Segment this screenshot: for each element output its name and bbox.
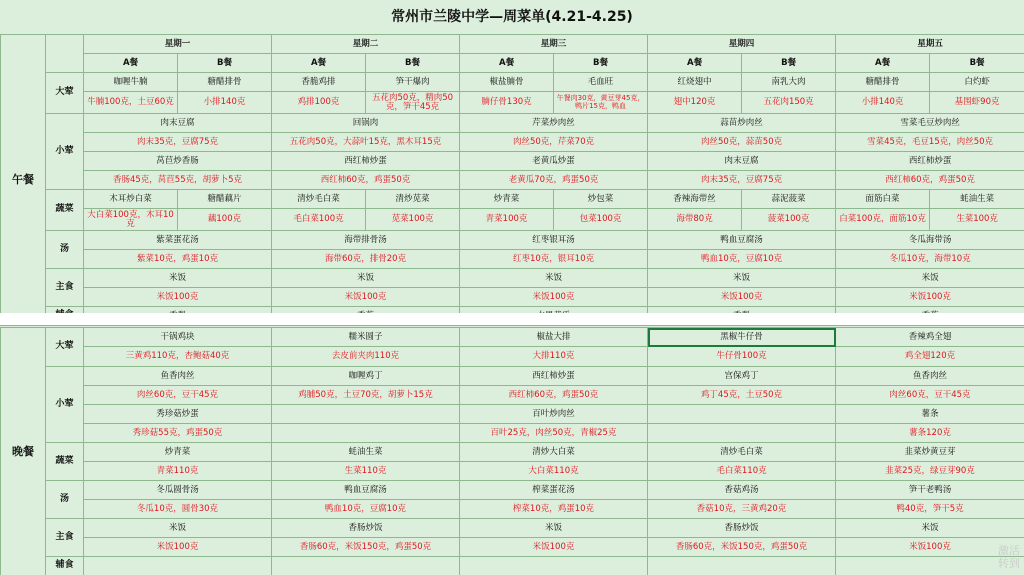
ingredient-cell[interactable]: 菠菜100克 xyxy=(742,209,836,231)
category-side: 小荤 xyxy=(46,367,84,443)
dish-cell[interactable]: 糖醋排骨 xyxy=(836,73,930,92)
ingredient-cell[interactable]: 鸭血10克，豆腐10克 xyxy=(272,500,460,519)
dish-cell[interactable]: 清炒毛白菜 xyxy=(272,190,366,209)
dish-cell[interactable]: 香辣鸡全翅 xyxy=(836,328,1024,347)
ingredient-cell[interactable]: 五花肉50克，精肉50克，笋干45克 xyxy=(366,92,460,114)
ingredient-cell[interactable]: 鸡排100克 xyxy=(272,92,366,114)
category-soup: 汤 xyxy=(46,481,84,519)
dish-cell[interactable]: 糖醋藕片 xyxy=(178,190,272,209)
dish-cell[interactable]: 清炒毛白菜 xyxy=(648,443,836,462)
dish-cell[interactable]: 笋干老鸭汤 xyxy=(836,481,1024,500)
ingredient-cell[interactable] xyxy=(272,424,460,443)
ingredient-cell[interactable]: 米饭100克 xyxy=(836,288,1024,307)
ingredient-cell[interactable]: 包菜100克 xyxy=(554,209,648,231)
dish-cell[interactable] xyxy=(460,557,648,575)
dish-cell[interactable]: 香肠炒饭 xyxy=(272,519,460,538)
ingredient-cell[interactable]: 紫菜10克，鸡蛋10克 xyxy=(84,250,272,269)
dish-cell[interactable]: 糯米圆子 xyxy=(272,328,460,347)
ingredient-cell[interactable]: 苋菜100克 xyxy=(366,209,460,231)
category-side: 小荤 xyxy=(46,114,84,190)
dish-cell[interactable]: 鸭血豆腐汤 xyxy=(272,481,460,500)
category-staple: 主食 xyxy=(46,519,84,557)
dish-cell[interactable]: 榨菜蛋花汤 xyxy=(460,481,648,500)
dish-cell[interactable]: 蚝油生菜 xyxy=(272,443,460,462)
dish-cell[interactable]: 百叶炒肉丝 xyxy=(460,405,648,424)
dish-cell[interactable]: 面筋白菜 xyxy=(836,190,930,209)
ingredient-cell[interactable]: 肉丝60克，豆干45克 xyxy=(836,386,1024,405)
category-extra: 辅食 xyxy=(46,557,84,575)
ingredient-cell[interactable]: 鸡全翅120克 xyxy=(836,347,1024,367)
dish-cell[interactable] xyxy=(272,557,460,575)
dish-cell[interactable]: 雪菜毛豆炒肉丝 xyxy=(836,114,1024,133)
ingredient-cell[interactable]: 秀珍菇55克，鸡蛋50克 xyxy=(84,424,272,443)
ingredient-cell[interactable]: 鸡丁45克，土豆50克 xyxy=(648,386,836,405)
dinner-label: 晚餐 xyxy=(1,328,46,575)
category-main: 大荤 xyxy=(46,328,84,367)
ingredient-cell[interactable]: 米饭100克 xyxy=(84,538,272,557)
corner-cell xyxy=(46,35,84,73)
ingredient-cell[interactable]: 青菜100克 xyxy=(460,209,554,231)
ingredient-cell[interactable]: 藕100克 xyxy=(178,209,272,231)
ingredient-cell[interactable]: 米饭100克 xyxy=(836,538,1024,557)
ingredient-cell[interactable]: 毛白菜110克 xyxy=(648,462,836,481)
dish-cell[interactable]: 炒青菜 xyxy=(460,190,554,209)
dish-cell[interactable]: 炒包菜 xyxy=(554,190,648,209)
ingredient-cell[interactable]: 五花肉150克 xyxy=(742,92,836,114)
ingredient-cell[interactable]: 肉末35克，豆腐75克 xyxy=(84,133,272,152)
activation-watermark xyxy=(998,544,1020,572)
ingredient-cell[interactable]: 百叶25克，肉丝50克，青椒25克 xyxy=(460,424,648,443)
ingredient-cell[interactable]: 午餐肉30克，黄豆芽45克，鸭片15克，鸭血 xyxy=(554,92,648,114)
dish-cell[interactable]: 薯条 xyxy=(836,405,1024,424)
dish-cell[interactable]: 冬瓜海带汤 xyxy=(836,231,1024,250)
dish-cell[interactable]: 秀珍菇炒蛋 xyxy=(84,405,272,424)
ingredient-cell[interactable]: 米饭100克 xyxy=(648,288,836,307)
dish-cell[interactable]: 鸭血豆腐汤 xyxy=(648,231,836,250)
dish-cell[interactable]: 清炒大白菜 xyxy=(460,443,648,462)
ingredient-cell[interactable]: 去皮前夹肉110克 xyxy=(272,347,460,367)
dish-cell[interactable] xyxy=(836,557,1024,575)
dish-cell[interactable]: 西红柿炒蛋 xyxy=(272,152,460,171)
dish-cell[interactable]: 红烧翅中 xyxy=(648,73,742,92)
dish-cell[interactable]: 米饭 xyxy=(460,269,648,288)
dish-cell[interactable]: 西红柿炒蛋 xyxy=(836,152,1024,171)
ingredient-cell[interactable]: 小排140克 xyxy=(178,92,272,114)
dish-cell[interactable]: 蚝油生菜 xyxy=(930,190,1024,209)
dish-cell[interactable]: 糖醋排骨 xyxy=(178,73,272,92)
dish-cell[interactable]: 椒盐大排 xyxy=(460,328,648,347)
day-header: 星期二 xyxy=(272,35,460,54)
ingredient-cell[interactable]: 青菜110克 xyxy=(84,462,272,481)
ingredient-cell[interactable]: 香菇10克，三黄鸡20克 xyxy=(648,500,836,519)
meal-a-header: A餐 xyxy=(836,54,930,73)
dish-cell[interactable]: 鱼香肉丝 xyxy=(84,367,272,386)
section-gap xyxy=(0,313,1024,325)
ingredient-cell[interactable]: 老黄瓜70克，鸡蛋50克 xyxy=(460,171,648,190)
dish-cell[interactable]: 木耳炒白菜 xyxy=(84,190,178,209)
ingredient-cell[interactable]: 生菜110克 xyxy=(272,462,460,481)
ingredient-cell[interactable]: 小排140克 xyxy=(836,92,930,114)
dish-cell[interactable]: 香脆鸡排 xyxy=(272,73,366,92)
ingredient-cell[interactable]: 肉丝50克，芹菜70克 xyxy=(460,133,648,152)
ingredient-cell[interactable]: 三黄鸡110克，杏鲍菇40克 xyxy=(84,347,272,367)
meal-b-header: B餐 xyxy=(742,54,836,73)
dish-cell[interactable]: 清炒苋菜 xyxy=(366,190,460,209)
dish-cell[interactable]: 咖喱鸡丁 xyxy=(272,367,460,386)
dish-cell[interactable]: 西红柿炒蛋 xyxy=(460,367,648,386)
ingredient-cell[interactable]: 薯条120克 xyxy=(836,424,1024,443)
ingredient-cell[interactable]: 鸭40克，笋干5克 xyxy=(836,500,1024,519)
dish-cell[interactable]: 宫保鸡丁 xyxy=(648,367,836,386)
ingredient-cell[interactable]: 基围虾90克 xyxy=(930,92,1024,114)
dish-cell[interactable]: 香辣海带丝 xyxy=(648,190,742,209)
ingredient-cell[interactable]: 海带80克 xyxy=(648,209,742,231)
dish-cell[interactable]: 鱼香肉丝 xyxy=(836,367,1024,386)
ingredient-cell[interactable]: 大白菜100克，木耳10克 xyxy=(84,209,178,231)
dish-cell[interactable]: 韭菜炒黄豆芽 xyxy=(836,443,1024,462)
ingredient-cell[interactable]: 香肠60克，米饭150克，鸡蛋50克 xyxy=(272,538,460,557)
ingredient-cell[interactable]: 鸭血10克，豆腐10克 xyxy=(648,250,836,269)
dish-cell[interactable]: 米饭 xyxy=(836,519,1024,538)
ingredient-cell[interactable]: 米饭100克 xyxy=(84,288,272,307)
dish-cell[interactable]: 紫菜蛋花汤 xyxy=(84,231,272,250)
dish-cell[interactable]: 炒青菜 xyxy=(84,443,272,462)
ingredient-cell[interactable]: 香肠45克，莴苣55克，胡萝卜5克 xyxy=(84,171,272,190)
ingredient-cell[interactable]: 香肠60克，米饭150克，鸡蛋50克 xyxy=(648,538,836,557)
dish-cell[interactable]: 蒜苗炒肉丝 xyxy=(648,114,836,133)
category-veg: 蔬菜 xyxy=(46,443,84,481)
dish-cell[interactable] xyxy=(648,557,836,575)
ingredient-cell[interactable]: 牛仔骨100克 xyxy=(648,347,836,367)
ingredient-cell[interactable]: 冬瓜10克，海带10克 xyxy=(836,250,1024,269)
ingredient-cell[interactable]: 西红柿60克，鸡蛋50克 xyxy=(460,386,648,405)
dish-cell[interactable]: 南乳大肉 xyxy=(742,73,836,92)
dish-cell[interactable]: 肉末豆腐 xyxy=(84,114,272,133)
dish-cell[interactable]: 肉末豆腐 xyxy=(648,152,836,171)
dish-cell[interactable] xyxy=(648,405,836,424)
ingredient-cell[interactable]: 雪菜45克，毛豆15克，肉丝50克 xyxy=(836,133,1024,152)
day-header: 星期三 xyxy=(460,35,648,54)
category-veg: 蔬菜 xyxy=(46,190,84,231)
ingredient-cell[interactable]: 肉末35克，豆腐75克 xyxy=(648,171,836,190)
ingredient-cell[interactable] xyxy=(648,424,836,443)
meal-b-header: B餐 xyxy=(554,54,648,73)
lunch-table xyxy=(0,34,1024,326)
page-title: 常州市兰陵中学—周菜单(4.21-4.25) xyxy=(0,0,1024,35)
meal-a-header: A餐 xyxy=(460,54,554,73)
dish-cell[interactable]: 咖喱牛腩 xyxy=(84,73,178,92)
dish-cell[interactable]: 香菇鸡汤 xyxy=(648,481,836,500)
ingredient-cell[interactable]: 五花肉50克，大蒜叶15克，黑木耳15克 xyxy=(272,133,460,152)
dish-cell[interactable]: 红枣银耳汤 xyxy=(460,231,648,250)
watermark-line: 激活 xyxy=(998,543,1020,557)
dish-cell[interactable]: 回锅肉 xyxy=(272,114,460,133)
meal-b-header: B餐 xyxy=(366,54,460,73)
ingredient-cell[interactable]: 翅中120克 xyxy=(648,92,742,114)
ingredient-cell[interactable]: 大白菜110克 xyxy=(460,462,648,481)
meal-a-header: A餐 xyxy=(648,54,742,73)
ingredient-cell[interactable]: 腩仔骨130克 xyxy=(460,92,554,114)
dish-cell[interactable]: 莴苣炒香肠 xyxy=(84,152,272,171)
ingredient-cell[interactable]: 生菜100克 xyxy=(930,209,1024,231)
dish-cell[interactable]: 米饭 xyxy=(648,269,836,288)
ingredient-cell[interactable]: 米饭100克 xyxy=(460,288,648,307)
meal-b-header: B餐 xyxy=(178,54,272,73)
day-header: 星期五 xyxy=(836,35,1024,54)
lunch-label: 午餐 xyxy=(1,35,46,326)
category-soup: 汤 xyxy=(46,231,84,269)
dish-cell[interactable]: 米饭 xyxy=(84,269,272,288)
ingredient-cell[interactable]: 冬瓜10克，圆骨30克 xyxy=(84,500,272,519)
ingredient-cell[interactable]: 大排110克 xyxy=(460,347,648,367)
dish-cell[interactable]: 笋干爆肉 xyxy=(366,73,460,92)
dish-cell[interactable]: 椒盐腩骨 xyxy=(460,73,554,92)
dish-cell[interactable] xyxy=(84,557,272,575)
dinner-table xyxy=(0,327,1024,575)
dish-cell[interactable]: 冬瓜圆骨汤 xyxy=(84,481,272,500)
ingredient-cell[interactable]: 牛腩100克，土豆60克 xyxy=(84,92,178,114)
day-header: 星期一 xyxy=(84,35,272,54)
ingredient-cell[interactable]: 海带60克，排骨20克 xyxy=(272,250,460,269)
selected-dish-cell[interactable]: 黑椒牛仔骨 xyxy=(648,328,836,347)
dish-cell[interactable]: 老黄瓜炒蛋 xyxy=(460,152,648,171)
ingredient-cell[interactable]: 肉丝60克，豆干45克 xyxy=(84,386,272,405)
dish-cell[interactable]: 香肠炒饭 xyxy=(648,519,836,538)
dish-cell[interactable]: 米饭 xyxy=(84,519,272,538)
dish-cell[interactable]: 海带排骨汤 xyxy=(272,231,460,250)
category-staple: 主食 xyxy=(46,269,84,307)
ingredient-cell[interactable]: 榨菜10克，鸡蛋10克 xyxy=(460,500,648,519)
ingredient-cell[interactable]: 鸡脯50克，土豆70克，胡萝卜15克 xyxy=(272,386,460,405)
dish-cell[interactable]: 米饭 xyxy=(460,519,648,538)
ingredient-cell[interactable]: 米饭100克 xyxy=(460,538,648,557)
dish-cell[interactable]: 芹菜炒肉丝 xyxy=(460,114,648,133)
ingredient-cell[interactable]: 白菜100克，面筋10克 xyxy=(836,209,930,231)
ingredient-cell[interactable]: 米饭100克 xyxy=(272,288,460,307)
dish-cell[interactable]: 蒜泥菠菜 xyxy=(742,190,836,209)
dish-cell[interactable]: 毛血旺 xyxy=(554,73,648,92)
category-main: 大荤 xyxy=(46,73,84,114)
watermark-line: 转到 xyxy=(998,557,1020,571)
dish-cell[interactable] xyxy=(272,405,460,424)
dish-cell[interactable]: 米饭 xyxy=(272,269,460,288)
meal-a-header: A餐 xyxy=(84,54,178,73)
ingredient-cell[interactable]: 红枣10克，银耳10克 xyxy=(460,250,648,269)
ingredient-cell[interactable]: 西红柿60克，鸡蛋50克 xyxy=(272,171,460,190)
dish-cell[interactable]: 白灼虾 xyxy=(930,73,1024,92)
dish-cell[interactable]: 干锅鸡块 xyxy=(84,328,272,347)
dish-cell[interactable]: 米饭 xyxy=(836,269,1024,288)
meal-a-header: A餐 xyxy=(272,54,366,73)
ingredient-cell[interactable]: 西红柿60克，鸡蛋50克 xyxy=(836,171,1024,190)
ingredient-cell[interactable]: 毛白菜100克 xyxy=(272,209,366,231)
ingredient-cell[interactable]: 韭菜25克，绿豆芽90克 xyxy=(836,462,1024,481)
day-header: 星期四 xyxy=(648,35,836,54)
meal-b-header: B餐 xyxy=(930,54,1024,73)
ingredient-cell[interactable]: 肉丝50克，蒜苗50克 xyxy=(648,133,836,152)
